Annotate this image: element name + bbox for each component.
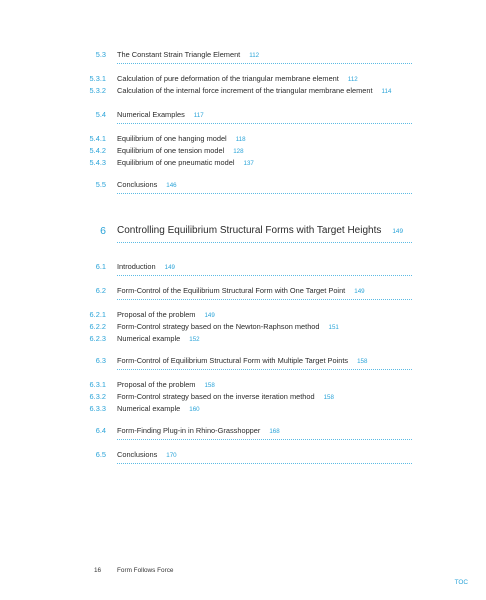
toc-entry-6-1[interactable]	[0, 260, 486, 274]
section-title: Equilibrium of one tension model 128	[117, 146, 244, 155]
section-number: 6.1	[95, 262, 106, 271]
page-number: 118	[235, 136, 246, 143]
toc-link[interactable]: TOC	[454, 579, 468, 586]
page-number: 149	[354, 288, 365, 295]
page-number: 149	[392, 228, 404, 235]
page-number: 158	[357, 358, 368, 365]
dotted-divider	[117, 275, 412, 276]
toc-entry-6-3-3[interactable]	[0, 402, 486, 416]
chapter-number: 6	[100, 225, 106, 237]
toc-entry-5-3-2[interactable]	[0, 84, 486, 98]
section-title: Numerical example 152	[117, 334, 200, 343]
toc-entry-6-4[interactable]	[0, 424, 486, 438]
dotted-divider	[117, 463, 412, 464]
toc-entry-5-4[interactable]	[0, 108, 486, 122]
section-title: Form-Control of the Equilibrium Structural Form with One Target Point 149	[117, 286, 365, 295]
section-number: 6.2.2	[89, 322, 106, 331]
dotted-divider	[117, 123, 412, 124]
section-title: Form-Control strategy based on the Newton-Raphson method 151	[117, 322, 339, 331]
page-number: 168	[269, 428, 280, 435]
section-title: Equilibrium of one hanging model 118	[117, 134, 246, 143]
section-number: 6.2.1	[89, 310, 106, 319]
section-title: Proposal of the problem 158	[117, 380, 215, 389]
section-title: Calculation of pure deformation of the triangular membrane element 112	[117, 74, 358, 83]
page-number: 149	[204, 312, 215, 319]
section-title: Numerical Examples 117	[117, 110, 204, 119]
page-number: 170	[166, 452, 177, 459]
section-title: Form-Control of Equilibrium Structural Form with Multiple Target Points 158	[117, 356, 368, 365]
section-title: Introduction 149	[117, 262, 175, 271]
section-number: 6.3.3	[89, 404, 106, 413]
dotted-divider	[117, 193, 412, 194]
dotted-divider	[117, 439, 412, 440]
section-number: 6.5	[95, 450, 106, 459]
section-number: 6.3.1	[89, 380, 106, 389]
section-title: The Constant Strain Triangle Element 112	[117, 50, 260, 59]
section-number: 6.2	[95, 286, 106, 295]
section-number: 5.4	[95, 110, 106, 119]
page-number: 117	[193, 112, 204, 119]
toc-entry-6-5[interactable]	[0, 448, 486, 462]
page-number: 137	[243, 160, 254, 167]
footer-book-title: Form Follows Force	[117, 567, 174, 574]
dotted-divider	[117, 369, 412, 370]
section-number: 5.4.2	[89, 146, 106, 155]
page-number: 114	[381, 88, 392, 95]
page-number: 128	[233, 148, 244, 155]
section-title: Calculation of the internal force increment of the triangular membrane element 114	[117, 86, 392, 95]
section-title: Proposal of the problem 149	[117, 310, 215, 319]
chapter-title: Controlling Equilibrium Structural Forms with Target Heights 149	[117, 225, 404, 236]
section-title: Numerical example 160	[117, 404, 200, 413]
toc-entry-6-3[interactable]	[0, 354, 486, 368]
section-title: Form-Control strategy based on the inverse iteration method 158	[117, 392, 334, 401]
section-title: Conclusions 146	[117, 180, 177, 189]
dotted-divider	[117, 242, 412, 243]
section-number: 6.3.2	[89, 392, 106, 401]
page-number: 149	[164, 264, 175, 271]
page-number: 158	[323, 394, 334, 401]
toc-entry-5-4-3[interactable]	[0, 156, 486, 170]
toc-entry-5-3[interactable]	[0, 48, 486, 62]
page-number: 158	[204, 382, 215, 389]
section-title: Equilibrium of one pneumatic model 137	[117, 158, 254, 167]
footer-page-number: 16	[94, 567, 102, 574]
page-number: 151	[328, 324, 339, 331]
section-number: 5.4.1	[89, 134, 106, 143]
page-number: 112	[249, 52, 260, 59]
section-number: 5.4.3	[89, 158, 106, 167]
page-number: 112	[347, 76, 358, 83]
toc-entry-5-5[interactable]	[0, 178, 486, 192]
section-number: 6.2.3	[89, 334, 106, 343]
dotted-divider	[117, 299, 412, 300]
page-number: 146	[166, 182, 177, 189]
section-number: 5.3	[95, 50, 106, 59]
section-number: 5.5	[95, 180, 106, 189]
dotted-divider	[117, 63, 412, 64]
page-number: 152	[189, 336, 200, 343]
section-number: 5.3.2	[89, 86, 106, 95]
section-title: Conclusions 170	[117, 450, 177, 459]
page-number: 160	[189, 406, 200, 413]
section-number: 6.4	[95, 426, 106, 435]
toc-entry-6-2[interactable]	[0, 284, 486, 298]
section-number: 5.3.1	[89, 74, 106, 83]
toc-entry-chapter-6[interactable]	[0, 224, 486, 240]
section-number: 6.3	[95, 356, 106, 365]
section-title: Form-Finding Plug-in in Rhino-Grasshopper 168	[117, 426, 280, 435]
toc-entry-6-2-3[interactable]	[0, 332, 486, 346]
